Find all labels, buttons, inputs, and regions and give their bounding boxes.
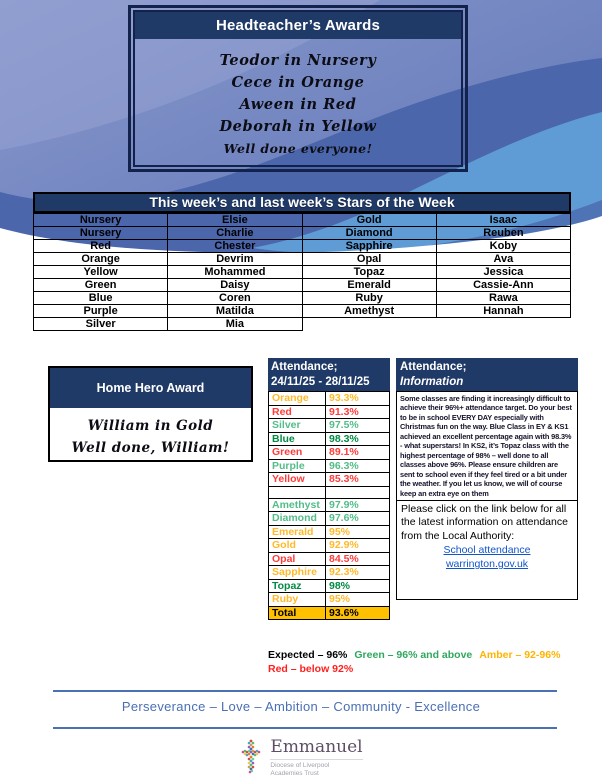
- attendance-class-cell: Purple: [269, 459, 326, 473]
- stars-of-the-week-section: [33, 192, 571, 331]
- stars-cell: Ava: [436, 253, 570, 266]
- attendance-value-cell: 89.1%: [326, 446, 390, 460]
- stars-cell: Silver: [34, 318, 168, 331]
- stars-cell: Orange: [34, 253, 168, 266]
- award-line: Teodor in Nursery: [219, 52, 377, 69]
- table-row: [34, 214, 571, 227]
- stars-cell-empty: [436, 318, 570, 331]
- stars-cell: Matilda: [168, 305, 302, 318]
- stars-cell: Topaz: [302, 266, 436, 279]
- attendance-title-line1: Attendance;: [271, 361, 338, 373]
- stars-cell: Emerald: [302, 279, 436, 292]
- stars-table: [33, 213, 571, 331]
- table-row: [269, 432, 390, 446]
- table-row: [34, 266, 571, 279]
- stars-cell: Isaac: [436, 214, 570, 227]
- legend-expected: Expected – 96%: [268, 649, 348, 661]
- attendance-class-cell: Ruby: [269, 593, 326, 607]
- stars-cell: Purple: [34, 305, 168, 318]
- stars-cell: Sapphire: [302, 240, 436, 253]
- attendance-info-paragraph: [396, 391, 578, 501]
- info-text-emphasis: EVERY DAY: [451, 412, 492, 422]
- stars-cell: Diamond: [302, 227, 436, 240]
- attendance-class-cell: Opal: [269, 552, 326, 566]
- home-hero-body: [50, 408, 251, 459]
- attendance-class-cell: Red: [269, 405, 326, 419]
- legend-green: Green – 96% and above: [354, 649, 473, 661]
- attendance-table-section: [268, 358, 390, 620]
- emmanuel-logo-subtitle1: Diocese of Liverpool: [270, 762, 330, 769]
- legend-amber: Amber – 92-96%: [479, 649, 561, 661]
- school-attendance-link[interactable]: School attendance: [443, 544, 531, 557]
- attendance-class-cell: Topaz: [269, 579, 326, 593]
- attendance-title-line2: 24/11/25 - 28/11/25: [271, 376, 370, 388]
- headteacher-awards-box: [128, 5, 468, 172]
- table-row: [269, 473, 390, 487]
- attendance-table-header: [268, 358, 390, 391]
- attendance-info-title-line1: Attendance;: [400, 361, 467, 373]
- headteacher-awards-body: [135, 39, 461, 159]
- table-row: [269, 552, 390, 566]
- attendance-class-cell: Sapphire: [269, 566, 326, 580]
- attendance-class-cell: Yellow: [269, 473, 326, 487]
- attendance-info-header: [396, 358, 578, 391]
- attendance-class-cell: Diamond: [269, 512, 326, 526]
- award-line: Aween in Red: [239, 96, 357, 113]
- attendance-value-cell: 85.3%: [326, 473, 390, 487]
- table-row: [269, 419, 390, 433]
- attendance-value-cell: 98%: [326, 579, 390, 593]
- attendance-spacer-row: [269, 486, 390, 498]
- emmanuel-logo-subtitle2: Academies Trust: [270, 770, 319, 777]
- table-row: [34, 240, 571, 253]
- stars-cell: Chester: [168, 240, 302, 253]
- info-text-segment: Some classes are finding it increasingly difficult to achieve their 96%+ attendance target. Do your best to be in school: [400, 394, 572, 422]
- award-line: Cece in Orange: [231, 74, 365, 91]
- attendance-class-cell: Green: [269, 446, 326, 460]
- attendance-value-cell: 96.3%: [326, 459, 390, 473]
- stars-cell: Mia: [168, 318, 302, 331]
- stars-cell: Blue: [34, 292, 168, 305]
- attendance-link-intro: Please click on the link below for all the latest information on attendance from the Local Authority:: [401, 502, 568, 542]
- attendance-value-cell: 97.5%: [326, 419, 390, 433]
- stars-cell: Jessica: [436, 266, 570, 279]
- attendance-value-cell: 95%: [326, 593, 390, 607]
- stars-cell: Charlie: [168, 227, 302, 240]
- stars-cell: Hannah: [436, 305, 570, 318]
- stars-cell: Gold: [302, 214, 436, 227]
- school-values-line: Perseverance – Love – Ambition – Community - Excellence: [121, 699, 481, 714]
- stars-cell: Coren: [168, 292, 302, 305]
- table-row: [269, 498, 390, 512]
- table-row: [269, 539, 390, 553]
- home-hero-award-box: [48, 366, 253, 462]
- table-row: [34, 227, 571, 240]
- attendance-value-cell: 97.6%: [326, 512, 390, 526]
- attendance-table: [268, 391, 390, 620]
- attendance-value-cell: 92.9%: [326, 539, 390, 553]
- table-row: [269, 459, 390, 473]
- attendance-value-cell: 95%: [326, 525, 390, 539]
- table-row: [269, 525, 390, 539]
- attendance-total-row: [269, 606, 390, 620]
- home-hero-line: William in Gold: [87, 418, 214, 434]
- headteacher-awards-inner: [133, 10, 463, 167]
- emmanuel-logo-block: [0, 737, 602, 778]
- home-hero-title: Home Hero Award: [50, 368, 251, 408]
- stars-cell: Devrim: [168, 253, 302, 266]
- award-closing-line: Well done everyone!: [223, 141, 373, 156]
- table-row: [269, 579, 390, 593]
- attendance-class-cell: Orange: [269, 392, 326, 406]
- stars-cell: Reuben: [436, 227, 570, 240]
- attendance-value-cell: 93.3%: [326, 392, 390, 406]
- stars-table-title: This week’s and last week’s Stars of the Week: [33, 192, 571, 213]
- stars-cell: Yellow: [34, 266, 168, 279]
- attendance-value-cell: 98.3%: [326, 432, 390, 446]
- stars-cell: Nursery: [34, 214, 168, 227]
- stars-cell: Elsie: [168, 214, 302, 227]
- attendance-value-cell: 92.3%: [326, 566, 390, 580]
- attendance-class-cell: Gold: [269, 539, 326, 553]
- attendance-class-cell: Emerald: [269, 525, 326, 539]
- table-row: [34, 279, 571, 292]
- stars-cell: Opal: [302, 253, 436, 266]
- attendance-class-cell: Blue: [269, 432, 326, 446]
- table-row: [34, 305, 571, 318]
- table-row: [269, 566, 390, 580]
- attendance-value-cell: 97.9%: [326, 498, 390, 512]
- stars-cell: Amethyst: [302, 305, 436, 318]
- attendance-class-cell: Amethyst: [269, 498, 326, 512]
- stars-cell: Red: [34, 240, 168, 253]
- headteacher-awards-title: Headteacher’s Awards: [135, 12, 461, 39]
- attendance-value-cell: 91.3%: [326, 405, 390, 419]
- table-row: [269, 392, 390, 406]
- table-row: [269, 405, 390, 419]
- table-row: [269, 446, 390, 460]
- attendance-legend: [268, 649, 588, 676]
- warrington-gov-link[interactable]: warrington.gov.uk: [445, 557, 529, 570]
- spacer-cell: [269, 486, 326, 498]
- stars-cell: Cassie-Ann: [436, 279, 570, 292]
- table-row: [34, 253, 571, 266]
- emmanuel-cross-logo: [239, 737, 263, 777]
- attendance-value-cell: 84.5%: [326, 552, 390, 566]
- stars-cell: Koby: [436, 240, 570, 253]
- award-line: Deborah in Yellow: [219, 118, 377, 135]
- stars-cell-empty: [302, 318, 436, 331]
- table-row: [269, 593, 390, 607]
- info-text-segment: especially with Christmas fun on the way. Blue Class in EY & KS1 achieved an excellent percentage again with 98.3% - what superstars! In KS2, it’s Topaz class with the highest percentage of 98% – well done to all classes above 96%. Please ensure children are sent to school even if they feel tired or a bit under the weather. If you let us know, we will of course keep an extra eye on them: [400, 412, 572, 498]
- table-row: [34, 292, 571, 305]
- attendance-info-title-line2: Information: [400, 376, 464, 388]
- table-row: [34, 318, 571, 331]
- stars-cell: Rawa: [436, 292, 570, 305]
- emmanuel-logo-name: Emmanuel: [270, 737, 363, 757]
- spacer-cell: [326, 486, 390, 498]
- stars-cell: Ruby: [302, 292, 436, 305]
- attendance-class-cell: Silver: [269, 419, 326, 433]
- attendance-total-label: Total: [269, 606, 326, 620]
- attendance-link-box: [396, 500, 578, 600]
- table-row: [269, 512, 390, 526]
- footer-divider-top: [53, 690, 557, 692]
- stars-cell: Mohammed: [168, 266, 302, 279]
- home-hero-line: Well done, William!: [71, 440, 230, 456]
- stars-cell: Nursery: [34, 227, 168, 240]
- stars-cell: Green: [34, 279, 168, 292]
- attendance-total-value: 93.6%: [326, 606, 390, 620]
- footer-divider-bottom: [53, 727, 557, 729]
- stars-cell: Daisy: [168, 279, 302, 292]
- attendance-info-section: [396, 358, 578, 600]
- legend-red: Red – below 92%: [268, 662, 354, 675]
